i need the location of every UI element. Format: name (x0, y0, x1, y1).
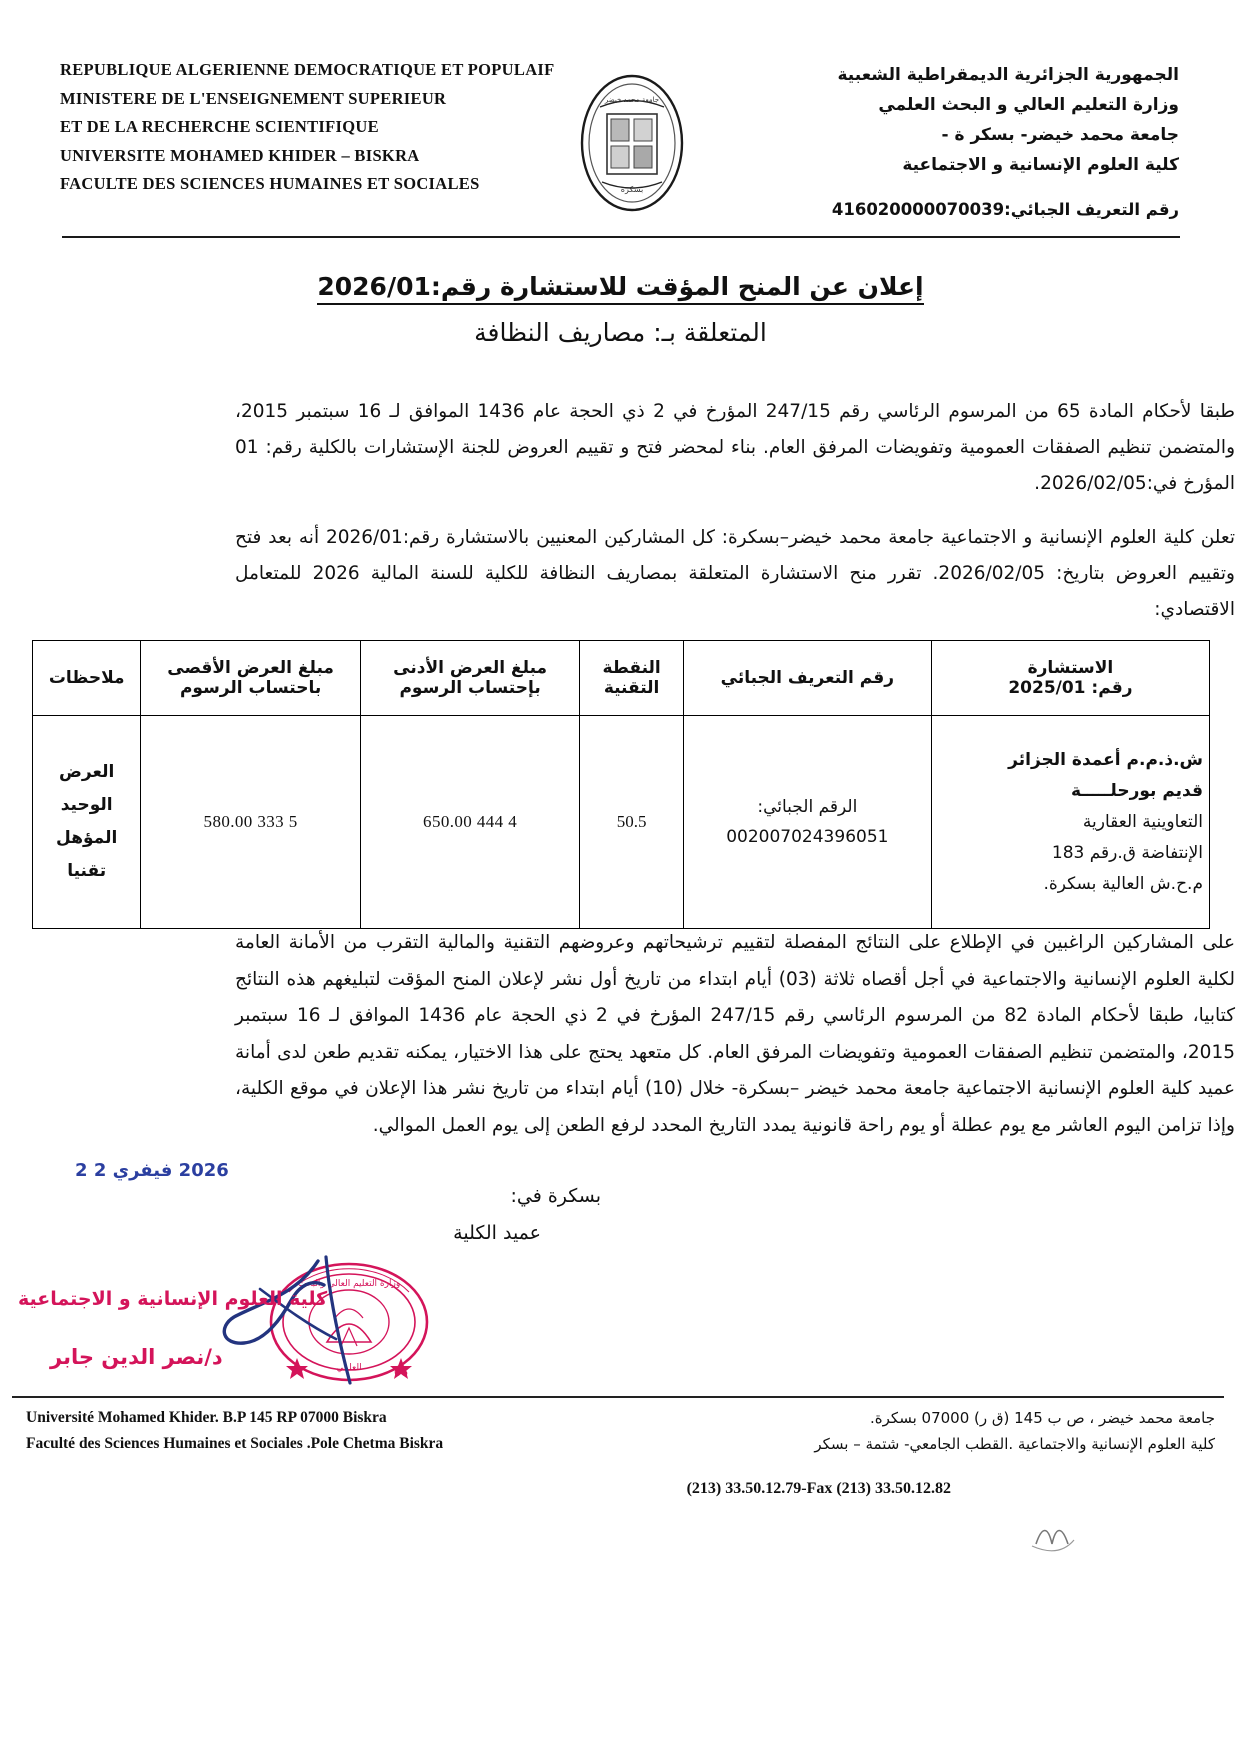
header-fr-line-5: FACULTE DES SCIENCES HUMAINES ET SOCIALES (60, 174, 480, 193)
header-arabic-block (749, 60, 1179, 180)
cell-min-offer: 4 444 650.00 (360, 716, 580, 929)
date-stamp: 2026 فيفري 2 2 (75, 1160, 229, 1181)
table-header-min-line2: بإحتساب الرسوم (399, 678, 541, 698)
header-ar-line-3: جامعة محمد خيضر- بسكر ة - (941, 125, 1179, 145)
remarks-line2: الوحيد (60, 795, 113, 815)
table-header-fiscal-id: رقم التعريف الجبائي (683, 641, 931, 716)
remarks-line4: تقنيا (67, 861, 107, 881)
footer-arabic-address (615, 1405, 1215, 1457)
footer-ar-line2: كلية العلوم الإنسانية والاجتماعية .القطب الجامعي- شتمة – بسكر (814, 1435, 1215, 1453)
paragraph-legal-basis: طبقا لأحكام المادة 65 من المرسوم الرئاسي رقم 247/15 المؤرخ في 2 ذي الحجة عام 1436 الموافق لـ 16 سبتمبر 2015، والمتضمن تنظيم الصفقات العمومية وتفويضات المرفق العام. بناء لمحضر فتح و تقييم العروض للجنة الإستشارات بالكلية رقم: 01 المؤرخ في:2026/02/05. (235, 401, 1236, 494)
table-header-technical-point (580, 641, 684, 716)
fiscal-id-label: رقم التعريف الجبائي: (1004, 200, 1179, 219)
fiscal-id-value: 416020000070039 (831, 200, 1005, 219)
table-row (33, 716, 1210, 929)
paragraph-appeal-procedure: على المشاركين الراغبين في الإطلاع على النتائج المفصلة لتقييم ترشيحاتهم وعروضهم التقنية والمالية التقرب من الأمانة العامة لكلية العلوم الإنسانية والاجتماعية في أجل أقصاه ثلاثة (03) أيام ابتداء من تاريخ أول نشر لإعلان المنح المؤقت لتبليغهم هذه النتائج كتابيا، طبقا لأحكام المادة 82 من المرسوم الرئاسي رقم 247/15 المؤرخ في 2 ذي الحجة عام 1436 الموافق لـ 16 سبتمبر 2015، والمتضمن تنظيم الصفقات العمومية وتفويضات المرفق العام. كل متعهد يحتج على هذا الاختيار، يمكنه تقديم طعن لدى أمانة عميد كلية العلوم الإنسانية الاجتماعية جامعة محمد خيضر –بسكرة- خلال (10) أيام ابتداء من تاريخ نشر هذا الإعلان في موقع الكلية، وإذا تزامن اليوم العاشر مع يوم عطلة أو يوم راحة قانونية يمدد التاريخ المحدد لرفع الطعن إلى يوم العمل الموالي. (235, 932, 1235, 1136)
table-header-remarks: ملاحظات (33, 641, 141, 716)
table-header-max-line1: مبلغ العرض الأقصى (167, 658, 334, 678)
table-header-operator-line2: رقم: 2025/01 (1008, 678, 1133, 698)
seal-faculty-text: كلية العلوم الإنسانية و الاجتماعية (18, 1288, 328, 1310)
footer-ar-line1: جامعة محمد خيضر ، ص ب 145 (ق ر) 07000 بسكرة. (870, 1409, 1215, 1427)
remarks-line1: العرض (59, 762, 115, 782)
table-header-operator (931, 641, 1209, 716)
header-ar-line-1: الجمهورية الجزائرية الديمقراطية الشعبية (837, 65, 1179, 85)
footer-fr-line1: Université Mohamed Khider. B.P 145 RP 07000 Biskra (26, 1409, 387, 1426)
footer-fr-line2: Faculté des Sciences Humaines et Sociales .Pole Chetma Biskra (26, 1435, 444, 1452)
scan-corner-mark (1030, 1500, 1090, 1560)
document-header (0, 0, 1241, 240)
remarks-line3: المؤهل (56, 828, 118, 848)
title-container (0, 272, 1241, 305)
svg-text:العلمي: العلمي (336, 1363, 362, 1373)
page-title: إعلان عن المنح المؤقت للاستشارة رقم:2026/01 (317, 272, 923, 305)
page-subtitle: المتعلقة بـ: مصاريف النظافة (474, 318, 767, 347)
table-header-tech-line2: التقنية (603, 678, 660, 698)
handwritten-signature (200, 1255, 460, 1385)
seal-dean-name: د/نصر الدين جابر (50, 1345, 223, 1369)
cell-fiscal-id-value: 002007024396051 (726, 827, 889, 847)
footer-divider (12, 1396, 1224, 1398)
header-fiscal-id (832, 200, 1179, 219)
svg-text:بسكرة: بسكرة (620, 185, 644, 194)
university-seal-logo (580, 74, 684, 212)
operator-name-line1: ش.ذ.م.م أعمدة الجزائر (1008, 749, 1203, 770)
header-ar-line-2: وزارة التعليم العالي و البحث العلمي (878, 95, 1179, 115)
table-header-max-line2: باحتساب الرسوم (179, 678, 322, 698)
cell-fiscal-id (683, 716, 931, 929)
cell-fiscal-id-label: الرقم الجبائي: (757, 797, 858, 817)
footer-phone-fax: (213) 33.50.12.79-Fax (213) 33.50.12.82 (686, 1480, 951, 1497)
operator-name-line3: التعاوينية العقارية (1082, 811, 1203, 832)
header-french-block (60, 56, 580, 199)
operator-name-line5: م.ح.ش العالية بسكرة. (1043, 873, 1203, 894)
table-header-tech-line1: النقطة (602, 658, 661, 678)
header-fr-line-4: UNIVERSITE MOHAMED KHIDER – BISKRA (60, 145, 420, 165)
signature-role-label: عميد الكلية (453, 1222, 541, 1244)
svg-text:06: 06 (394, 1366, 408, 1379)
header-fr-line-3: ET DE LA RECHERCHE SCIENTIFIQUE (60, 117, 379, 136)
header-ar-line-4: كلية العلوم الإنسانية و الاجتماعية (902, 155, 1179, 175)
header-divider (62, 236, 1180, 238)
cell-remarks (33, 716, 141, 929)
footer-french-address (26, 1405, 586, 1457)
paragraph-award-announcement: تعلن كلية العلوم الإنسانية و الاجتماعية جامعة محمد خيضر–بسكرة: كل المشاركين المعنيين بالاستشارة رقم:2026/01 أنه بعد فتح وتقييم العروض بتاريخ: 2026/02/05. تقرر منح الاستشارة المتعلقة بمصاريف النظافة للكلية للسنة المالية 2026 للمتعامل الاقتصادي: (235, 527, 1235, 620)
svg-text:وزارة التعليم العالي والبحث: وزارة التعليم العالي والبحث (297, 1279, 401, 1289)
cell-operator-name (931, 716, 1209, 929)
cell-technical-point: 50.5 (580, 716, 684, 929)
table-header-operator-line1: الاستشارة (1027, 658, 1114, 678)
table-header-min-line1: مبلغ العرض الأدنى (393, 658, 548, 678)
table-header-row (33, 641, 1210, 716)
header-fr-line-2: MINISTERE DE L'ENSEIGNEMENT SUPERIEUR (60, 88, 447, 108)
operator-name-line4: الإنتفاضة ق.رقم 183 (1051, 842, 1203, 863)
cell-max-offer: 5 333 580.00 (141, 716, 361, 929)
header-fr-line-1: REPUBLIQUE ALGERIENNE DEMOCRATIQUE ET POPULAIF (60, 60, 555, 79)
signature-place-label: بسكرة في: (510, 1185, 601, 1207)
table-header-min-offer (360, 641, 580, 716)
operator-name-line2: قديم بورحلـــــة (1071, 780, 1203, 801)
table-header-max-offer (141, 641, 361, 716)
svg-text:جامعة محمد خيضر: جامعة محمد خيضر (604, 96, 660, 104)
award-results-table (32, 640, 1210, 929)
